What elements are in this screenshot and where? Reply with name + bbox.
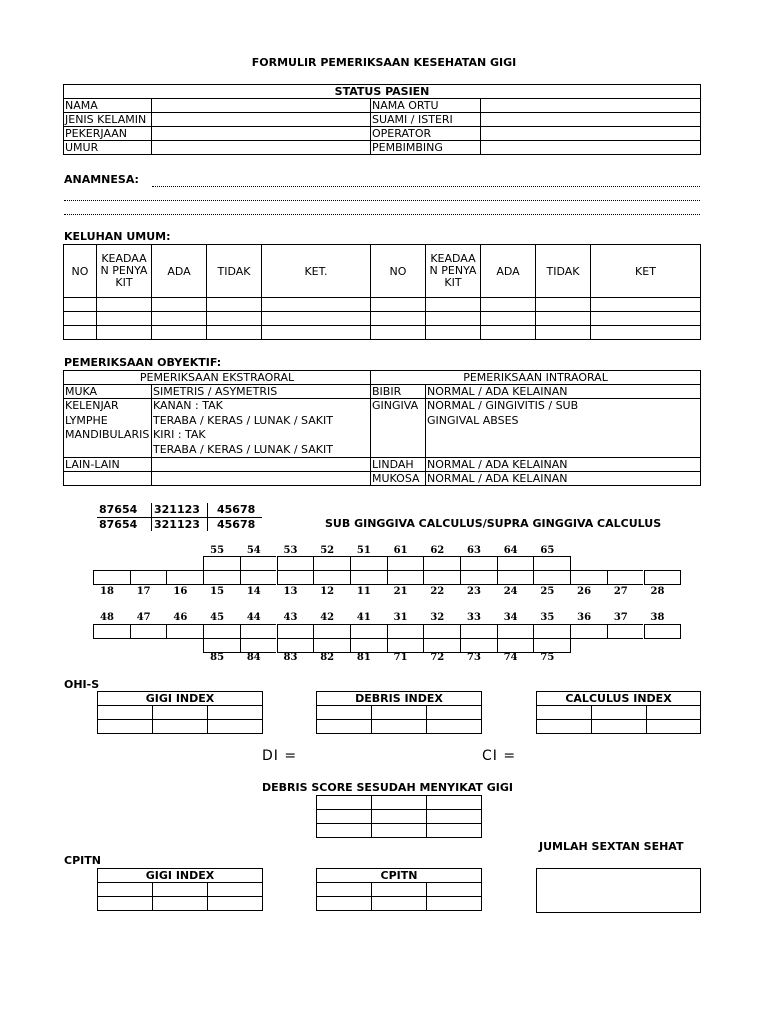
tooth-number-28: 28 <box>650 586 665 597</box>
cell[interactable] <box>98 720 153 734</box>
anamnesa-line-2[interactable] <box>64 200 700 201</box>
sextant-r1-right: 87654 <box>99 503 138 516</box>
value-bibir: NORMAL / ADA KELAINAN <box>426 385 701 399</box>
permanent-upper-tooth-box[interactable] <box>644 570 682 585</box>
gingiva-val-2: GINGIVAL ABSES <box>427 413 519 427</box>
permanent-lower-tooth-box[interactable] <box>277 624 314 639</box>
cpitn-heading: CPITN <box>317 869 482 883</box>
permanent-upper-tooth-box[interactable] <box>240 570 277 585</box>
value-muka: SIMETRIS / ASYMETRIS <box>152 385 371 399</box>
tooth-number-46: 46 <box>173 612 188 623</box>
cpitn-gigi-index-heading: GIGI INDEX <box>98 869 263 883</box>
field-nama-ortu[interactable] <box>481 99 701 113</box>
obyektif-table <box>63 370 701 486</box>
tooth-number-23: 23 <box>467 586 481 597</box>
value-kelenjar <box>152 399 371 458</box>
deciduous-lower-tooth-box[interactable] <box>460 638 497 653</box>
kelenjar-val-1: KANAN : TAK <box>153 399 223 412</box>
kelenjar-val-3: KIRI : TAK <box>153 428 206 441</box>
gingiva-val-1: NORMAL / GINGIVITIS / SUB <box>427 399 579 412</box>
tooth-number-25: 25 <box>540 586 555 597</box>
table-row <box>64 312 701 326</box>
tooth-number-84: 84 <box>246 652 261 663</box>
header-tidak-2: TIDAK <box>536 245 591 298</box>
cell[interactable] <box>427 810 482 824</box>
cell[interactable] <box>372 897 427 911</box>
cell[interactable] <box>647 720 701 734</box>
deciduous-lower-tooth-box[interactable] <box>203 638 240 653</box>
tooth-number-21: 21 <box>393 586 408 597</box>
ci-label: CI = <box>482 748 517 764</box>
cell[interactable] <box>153 706 208 720</box>
cell[interactable] <box>97 298 152 312</box>
header-ket-1: KET. <box>262 245 371 298</box>
tooth-number-37: 37 <box>613 612 628 623</box>
tooth-number-14: 14 <box>246 586 261 597</box>
tooth-number-81: 81 <box>356 652 371 663</box>
deciduous-upper-tooth-box[interactable] <box>423 556 460 571</box>
cell[interactable] <box>317 824 372 838</box>
label-nama-ortu: NAMA ORTU <box>371 99 481 113</box>
deciduous-upper-tooth-box[interactable] <box>313 556 350 571</box>
cell[interactable] <box>647 706 701 720</box>
intraoral-heading: PEMERIKSAAN INTRAORAL <box>371 371 701 385</box>
permanent-lower-tooth-box[interactable] <box>607 624 644 639</box>
tooth-number-13: 13 <box>283 586 298 597</box>
cell[interactable] <box>537 706 592 720</box>
cell[interactable] <box>208 897 263 911</box>
field-pekerjaan[interactable] <box>152 127 371 141</box>
cell[interactable] <box>262 298 371 312</box>
cell[interactable] <box>98 897 153 911</box>
permanent-lower-tooth-box[interactable] <box>93 624 130 639</box>
deciduous-upper-tooth-box[interactable] <box>277 556 314 571</box>
header-tidak-1: TIDAK <box>207 245 262 298</box>
permanent-lower-tooth-box[interactable] <box>350 624 387 639</box>
permanent-upper-tooth-box[interactable] <box>423 570 460 585</box>
cell[interactable] <box>152 326 207 340</box>
cell[interactable] <box>426 312 481 326</box>
tooth-number-22: 22 <box>430 586 445 597</box>
tooth-number-43: 43 <box>283 612 298 623</box>
deciduous-lower-tooth-box[interactable] <box>277 638 314 653</box>
cell[interactable] <box>98 883 153 897</box>
cell[interactable] <box>317 706 372 720</box>
permanent-lower-tooth-box[interactable] <box>203 624 240 639</box>
permanent-upper-tooth-box[interactable] <box>350 570 387 585</box>
cell[interactable] <box>536 326 591 340</box>
permanent-upper-tooth-box[interactable] <box>497 570 534 585</box>
cell[interactable] <box>426 326 481 340</box>
permanent-lower-tooth-box[interactable] <box>313 624 350 639</box>
header-ket-2: KET <box>591 245 701 298</box>
jumlah-sextan-box[interactable] <box>536 868 701 913</box>
permanent-lower-tooth-box[interactable] <box>166 624 203 639</box>
permanent-lower-tooth-box[interactable] <box>570 624 607 639</box>
table-row <box>64 326 701 340</box>
cell[interactable] <box>591 326 701 340</box>
di-label: DI = <box>262 748 298 764</box>
field-umur[interactable] <box>152 141 371 155</box>
cell[interactable] <box>208 706 263 720</box>
tooth-number-74: 74 <box>503 652 518 663</box>
cell[interactable] <box>372 883 427 897</box>
jumlah-sextan-label: JUMLAH SEXTAN SEHAT <box>539 840 684 853</box>
anamnesa-line-1[interactable] <box>152 186 700 187</box>
permanent-upper-tooth-box[interactable] <box>93 570 130 585</box>
tooth-number-64: 64 <box>503 545 518 556</box>
tooth-number-45: 45 <box>210 612 225 623</box>
deciduous-upper-tooth-box[interactable] <box>350 556 387 571</box>
deciduous-lower-tooth-box[interactable] <box>240 638 277 653</box>
sextant-r2-right: 87654 <box>99 518 138 531</box>
kelenjar-line-2: LYMPHE <box>65 413 108 427</box>
tooth-number-44: 44 <box>246 612 261 623</box>
obyektif-label: PEMERIKSAAN OBYEKTIF: <box>64 356 222 369</box>
kelenjar-line-1: KELENJAR <box>65 399 119 412</box>
permanent-upper-tooth-box[interactable] <box>203 570 240 585</box>
deciduous-upper-tooth-box[interactable] <box>497 556 534 571</box>
label-lain-lain: LAIN-LAIN <box>64 458 152 472</box>
permanent-lower-tooth-box[interactable] <box>387 624 424 639</box>
cell[interactable] <box>153 897 208 911</box>
tooth-number-27: 27 <box>613 586 628 597</box>
tooth-number-51: 51 <box>356 545 371 556</box>
tooth-number-12: 12 <box>320 586 335 597</box>
tooth-number-65: 65 <box>540 545 555 556</box>
tooth-number-54: 54 <box>246 545 261 556</box>
deciduous-upper-tooth-box[interactable] <box>387 556 424 571</box>
cell[interactable] <box>97 312 152 326</box>
cell[interactable] <box>64 326 97 340</box>
tooth-number-75: 75 <box>540 652 555 663</box>
cell[interactable] <box>207 312 262 326</box>
permanent-lower-tooth-box[interactable] <box>497 624 534 639</box>
header-keadaan-2: KEADAAN PENYAKIT <box>426 245 481 298</box>
tooth-number-17: 17 <box>136 586 151 597</box>
divider <box>207 503 208 531</box>
calculus-label: SUB GINGGIVA CALCULUS/SUPRA GINGGIVA CALCULUS <box>325 517 662 530</box>
cell[interactable] <box>427 796 482 810</box>
tooth-number-72: 72 <box>430 652 445 663</box>
cell[interactable] <box>152 312 207 326</box>
label-kelenjar <box>64 399 152 458</box>
sextant-r1-left: 45678 <box>217 503 256 516</box>
status-pasien-table <box>63 84 701 155</box>
permanent-upper-tooth-box[interactable] <box>570 570 607 585</box>
cell[interactable] <box>372 720 427 734</box>
tooth-number-42: 42 <box>320 612 335 623</box>
cell[interactable] <box>371 312 426 326</box>
cell[interactable] <box>262 312 371 326</box>
tooth-number-35: 35 <box>540 612 555 623</box>
header-no-2: NO <box>371 245 426 298</box>
tooth-number-38: 38 <box>650 612 665 623</box>
cell[interactable] <box>317 810 372 824</box>
cell[interactable] <box>427 720 482 734</box>
label-pekerjaan: PEKERJAAN <box>64 127 152 141</box>
tooth-number-34: 34 <box>503 612 518 623</box>
debris-index-table <box>316 691 482 734</box>
tooth-number-47: 47 <box>136 612 151 623</box>
header-no-1: NO <box>64 245 97 298</box>
sextant-grid <box>97 503 262 532</box>
tooth-number-33: 33 <box>467 612 481 623</box>
cell[interactable] <box>427 824 482 838</box>
ohis-gigi-index-table <box>97 691 263 734</box>
sextant-r2-mid: 321123 <box>154 518 200 531</box>
cell[interactable] <box>371 326 426 340</box>
label-lidah: LINDAH <box>371 458 426 472</box>
deciduous-upper-tooth-box[interactable] <box>240 556 277 571</box>
deciduous-upper-tooth-box[interactable] <box>460 556 497 571</box>
kelenjar-val-2: TERABA / KERAS / LUNAK / SAKIT <box>153 413 333 427</box>
permanent-upper-tooth-box[interactable] <box>607 570 644 585</box>
label-mukosa: MUKOSA <box>371 472 426 486</box>
cell[interactable] <box>153 883 208 897</box>
cpitn-table <box>316 868 482 911</box>
cell[interactable] <box>481 298 536 312</box>
cell[interactable] <box>372 796 427 810</box>
cpitn-gigi-index-table <box>97 868 263 911</box>
keluhan-label: KELUHAN UMUM: <box>64 230 171 243</box>
tooth-number-41: 41 <box>356 612 371 623</box>
value-gingiva <box>426 399 701 458</box>
cell[interactable] <box>372 824 427 838</box>
permanent-upper-tooth-box[interactable] <box>166 570 203 585</box>
cell[interactable] <box>64 312 97 326</box>
tooth-number-73: 73 <box>467 652 481 663</box>
label-muka: MUKA <box>64 385 152 399</box>
cell[interactable] <box>317 796 372 810</box>
tooth-number-52: 52 <box>320 545 335 556</box>
permanent-lower-tooth-box[interactable] <box>533 624 570 639</box>
field-pembimbing[interactable] <box>481 141 701 155</box>
field-nama[interactable] <box>152 99 371 113</box>
value-mukosa: NORMAL / ADA KELAINAN <box>426 472 701 486</box>
kelenjar-line-3: MANDIBULARIS <box>65 428 150 441</box>
cell[interactable] <box>98 706 153 720</box>
tooth-number-83: 83 <box>283 652 298 663</box>
cell[interactable] <box>152 472 371 486</box>
deciduous-lower-tooth-box[interactable] <box>350 638 387 653</box>
header-ada-2: ADA <box>481 245 536 298</box>
cell[interactable] <box>208 883 263 897</box>
cell[interactable] <box>372 810 427 824</box>
cell[interactable] <box>537 720 592 734</box>
page-title: FORMULIR PEMERIKSAAN KESEHATAN GIGI <box>251 56 517 69</box>
cell[interactable] <box>427 883 482 897</box>
cell[interactable] <box>427 897 482 911</box>
sextant-r2-left: 45678 <box>217 518 256 531</box>
tooth-number-36: 36 <box>577 612 592 623</box>
calculus-index-table <box>536 691 701 734</box>
permanent-upper-tooth-box[interactable] <box>533 570 570 585</box>
tooth-number-26: 26 <box>577 586 592 597</box>
cell[interactable] <box>592 720 647 734</box>
field-jenis-kelamin[interactable] <box>152 113 371 127</box>
label-bibir: BIBIR <box>371 385 426 399</box>
permanent-lower-tooth-box[interactable] <box>240 624 277 639</box>
keluhan-table <box>63 244 701 340</box>
cell[interactable] <box>536 298 591 312</box>
ohis-label: OHI-S <box>64 678 100 691</box>
cell[interactable] <box>153 720 208 734</box>
deciduous-lower-tooth-box[interactable] <box>387 638 424 653</box>
debris-index-heading: DEBRIS INDEX <box>317 692 482 706</box>
anamnesa-line-3[interactable] <box>64 214 700 215</box>
label-nama: NAMA <box>64 99 152 113</box>
tooth-number-82: 82 <box>320 652 335 663</box>
deciduous-lower-tooth-box[interactable] <box>313 638 350 653</box>
tooth-number-18: 18 <box>100 586 114 597</box>
cell[interactable] <box>591 298 701 312</box>
cell[interactable] <box>262 326 371 340</box>
cell[interactable] <box>317 897 372 911</box>
kelenjar-val-4: TERABA / KERAS / LUNAK / SAKIT <box>153 442 333 456</box>
tooth-number-31: 31 <box>393 612 408 623</box>
tooth-number-11: 11 <box>356 586 371 597</box>
cell[interactable] <box>427 706 482 720</box>
cell[interactable] <box>64 298 97 312</box>
tooth-number-32: 32 <box>430 612 445 623</box>
label-jenis-kelamin: JENIS KELAMIN <box>64 113 152 127</box>
label-pembimbing: PEMBIMBING <box>371 141 481 155</box>
divider <box>151 503 152 531</box>
label-operator: OPERATOR <box>371 127 481 141</box>
tooth-number-24: 24 <box>503 586 518 597</box>
ekstraoral-heading: PEMERIKSAAN EKSTRAORAL <box>64 371 371 385</box>
permanent-upper-tooth-box[interactable] <box>387 570 424 585</box>
tooth-number-16: 16 <box>173 586 188 597</box>
cell[interactable] <box>152 298 207 312</box>
label-suami-isteri: SUAMI / ISTERI <box>371 113 481 127</box>
cell[interactable] <box>317 720 372 734</box>
debris-score-table <box>316 795 482 838</box>
cell[interactable] <box>426 298 481 312</box>
anamnesa-label: ANAMNESA: <box>64 173 139 186</box>
deciduous-lower-tooth-box[interactable] <box>423 638 460 653</box>
permanent-upper-tooth-box[interactable] <box>130 570 167 585</box>
cell[interactable] <box>208 720 263 734</box>
cpitn-label: CPITN <box>64 854 101 867</box>
status-heading: STATUS PASIEN <box>64 85 701 99</box>
ohis-gigi-index-heading: GIGI INDEX <box>98 692 263 706</box>
tooth-number-15: 15 <box>210 586 225 597</box>
deciduous-upper-tooth-box[interactable] <box>203 556 240 571</box>
permanent-lower-tooth-box[interactable] <box>644 624 682 639</box>
tooth-number-48: 48 <box>100 612 114 623</box>
permanent-lower-tooth-box[interactable] <box>130 624 167 639</box>
tooth-number-61: 61 <box>393 545 408 556</box>
calculus-index-heading: CALCULUS INDEX <box>537 692 701 706</box>
debris-score-label: DEBRIS SCORE SESUDAH MENYIKAT GIGI <box>262 781 513 794</box>
cell[interactable] <box>371 298 426 312</box>
field-suami-isteri[interactable] <box>481 113 701 127</box>
cell[interactable] <box>64 472 152 486</box>
permanent-upper-tooth-box[interactable] <box>460 570 497 585</box>
cell[interactable] <box>317 883 372 897</box>
label-umur: UMUR <box>64 141 152 155</box>
permanent-upper-tooth-box[interactable] <box>313 570 350 585</box>
permanent-upper-tooth-box[interactable] <box>277 570 314 585</box>
table-row <box>64 298 701 312</box>
cell[interactable] <box>592 706 647 720</box>
value-lidah: NORMAL / ADA KELAINAN <box>426 458 701 472</box>
permanent-lower-tooth-box[interactable] <box>460 624 497 639</box>
header-keadaan-1: KEADAAN PENYAKIT <box>97 245 152 298</box>
deciduous-lower-tooth-box[interactable] <box>497 638 534 653</box>
cell[interactable] <box>207 326 262 340</box>
deciduous-lower-tooth-box[interactable] <box>533 638 571 653</box>
header-ada-1: ADA <box>152 245 207 298</box>
permanent-lower-tooth-box[interactable] <box>423 624 460 639</box>
cell[interactable] <box>481 312 536 326</box>
field-operator[interactable] <box>481 127 701 141</box>
cell[interactable] <box>207 298 262 312</box>
tooth-number-71: 71 <box>393 652 408 663</box>
sextant-r1-mid: 321123 <box>154 503 200 516</box>
tooth-number-85: 85 <box>210 652 225 663</box>
label-gingiva: GINGIVA <box>371 399 426 458</box>
deciduous-upper-tooth-box[interactable] <box>533 556 571 571</box>
cell[interactable] <box>481 326 536 340</box>
tooth-number-62: 62 <box>430 545 445 556</box>
field-lain-lain[interactable] <box>152 458 371 472</box>
cell[interactable] <box>372 706 427 720</box>
tooth-number-63: 63 <box>467 545 481 556</box>
cell[interactable] <box>591 312 701 326</box>
cell[interactable] <box>97 326 152 340</box>
tooth-number-53: 53 <box>283 545 298 556</box>
tooth-number-55: 55 <box>210 545 225 556</box>
cell[interactable] <box>536 312 591 326</box>
